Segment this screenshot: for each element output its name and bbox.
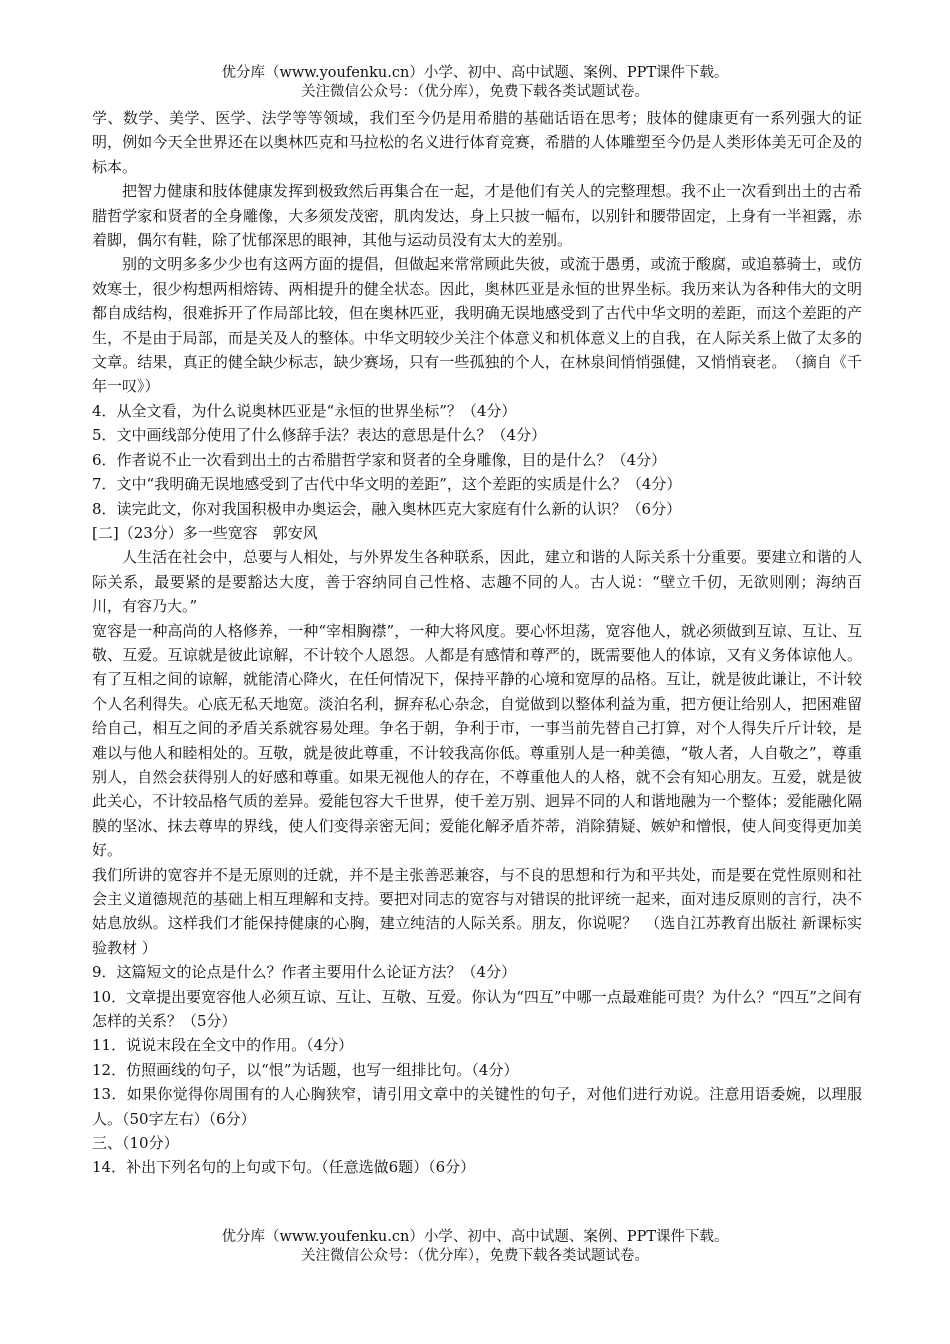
footer-line-2: 关注微信公众号：（优分库），免费下载各类试题试卷。 [301,1248,649,1264]
header-line-2: 关注微信公众号：（优分库），免费下载各类试题试卷。 [301,84,649,100]
paragraph: 宽容是一种高尚的人格修养，一种“宰相胸襟”，一种大将风度。要心怀坦荡，宽容他人，就必须做到互谅、互让、互敬、互爱。互谅就是彼此谅解，不计较个人恩怨。人都是有感情和尊严的，既需要他人的体谅，又有义务体谅他人。有了互相之间的谅解，就能清心降火，在任何情况下，保持平静的心境和宽厚的品格。互让，就是彼此谦让，不计较个人名利得失。心底无私天地宽。淡泊名利，摒弃私心杂念，自觉做到以整体利益为重，把方便让给别人，把困难留给自己，相互之间的矛盾关系就容易处理。争名于朝，争利于市，一事当前先替自己打算，对个人得失斤斤计较，是难以与他人和睦相处的。互敬，就是彼此尊重，不计较我高你低。尊重别人是一种美德，“敬人者，人自敬之”，尊重别人，自然会获得别人的好感和尊重。如果无视他人的存在，不尊重他人的人格，就不会有知心朋友。互爱，就是彼此关心，不计较品格气质的差异。爱能包容大千世界，使千差万别、迥异不同的人和谐地融为一个整体；爱能融化隔膜的坚冰、抹去尊卑的界线，使人们变得亲密无间；爱能化解矛盾芥蒂，消除猜疑、嫉妒和憎恨，使人间变得更加美好。 [92,621,862,860]
paragraph: 6．作者说不止一次看到出土的古希腊哲学家和贤者的全身雕像，目的是什么？（4分） [92,450,667,469]
paragraph: 10．文章提出要宽容他人必须互谅、互让、互敬、互爱。你认为“四互”中哪一点最难能可贵？为什么？“四互”之间有怎样的关系？（5分） [92,987,862,1031]
paragraph: 我们所讲的宽容并不是无原则的迁就，并不是主张善恶兼容，与不良的思想和行为和平共处，而是要在党性原则和社会主义道德规范的基础上相互理解和支持。要把对同志的宽容与对错误的批评统一起来，面对违反原则的言行，决不姑息放纵。这样我们才能保持健康的心胸，建立纯洁的人际关系。朋友，你说呢？ （选自江苏教育出版社 新课标实验教材 ） [92,865,862,957]
paragraph: 8．读完此文，你对我国积极申办奥运会，融入奥林匹克大家庭有什么新的认识？（6分） [92,499,682,518]
paragraph: 11．说说末段在全文中的作用。（4分） [92,1036,354,1055]
page-header [0,64,950,102]
paragraph: 12．仿照画线的句子，以“恨”为话题，也写一组排比句。（4分） [92,1060,519,1079]
paragraph: 把智力健康和肢体健康发挥到极致然后再集合在一起，才是他们有关人的完整理想。我不止一次看到出土的古希腊哲学家和贤者的全身雕像，大多须发茂密，肌肉发达，身上只披一幅布，以别针和腰带固定，上身有一半袒露，赤着脚，偶尔有鞋，除了忧郁深思的眼神，其他与运动员没有太大的差别。 [92,182,862,250]
paragraph: 7．文中“我明确无误地感受到了古代中华文明的差距”，这个差距的实质是什么？（4分） [92,475,682,494]
paragraph: 13．如果你觉得你周围有的人心胸狭窄，请引用文章中的关键性的句子，对他们进行劝说。注意用语委婉，以理服人。（50字左右）（6分） [92,1085,862,1128]
paragraph: 4．从全文看，为什么说奥林匹亚是“永恒的世界坐标”？（4分） [92,401,517,420]
page-footer [0,1228,950,1266]
footer-line-1: 优分库（www.youfenku.cn）小学、初中、高中试题、案例、PPT课件下载。 [221,1229,729,1245]
paragraph: 5．文中画线部分使用了什么修辞手法？表达的意思是什么？（4分） [92,426,547,445]
document-body [92,106,862,1180]
paragraph: 别的文明多多少少也有这两方面的提倡，但做起来常常顾此失彼，或流于愚勇，或流于酸腐，或追慕骑士，或仿效寒士，很少构想两相熔铸、两相提升的健全状态。因此，奥林匹亚是永恒的世界坐标。我历来认为各种伟大的文明都自成结构，很难拆开了作局部比较，但在奥林匹亚，我明确无误地感受到了古代中华文明的差距，而这个差距的产生，不是由于局部，而是关及人的整体。中华文明较少关注个体意义和机体意义上的自我，在人际关系上做了太多的文章。结果，真正的健全缺少标志，缺少赛场，只有一些孤独的个人，在林泉间悄悄强健，又悄悄衰老。 （摘自《千年一叹》） [92,255,862,396]
paragraph: 三、（10分） [92,1134,179,1153]
paragraph: 9．这篇短文的论点是什么？作者主要用什么论证方法？（4分） [92,963,517,982]
paragraph: 14．补出下列名句的上句或下句。（任意选做6题）（6分） [92,1158,476,1177]
paragraph: 人生活在社会中，总要与人相处，与外界发生各种联系，因此，建立和谐的人际关系十分重要。要建立和谐的人际关系，最要紧的是要豁达大度，善于容纳同自己性格、志趣不同的人。古人说：“壁立千仞，无欲则刚；海纳百川，有容乃大。” [92,548,862,616]
paragraph: [二]（23分）多一些宽容 郭安风 [92,523,318,542]
paragraph: 学、数学、美学、医学、法学等等领域，我们至今仍是用希腊的基础话语在思考；肢体的健康更有一系列强大的证明，例如今天全世界还在以奥林匹克和马拉松的名义进行体育竞赛，希腊的人体雕塑至今仍是人类形体美无可企及的标本。 [92,109,862,176]
header-line-1: 优分库（www.youfenku.cn）小学、初中、高中试题、案例、PPT课件下载。 [221,65,729,81]
